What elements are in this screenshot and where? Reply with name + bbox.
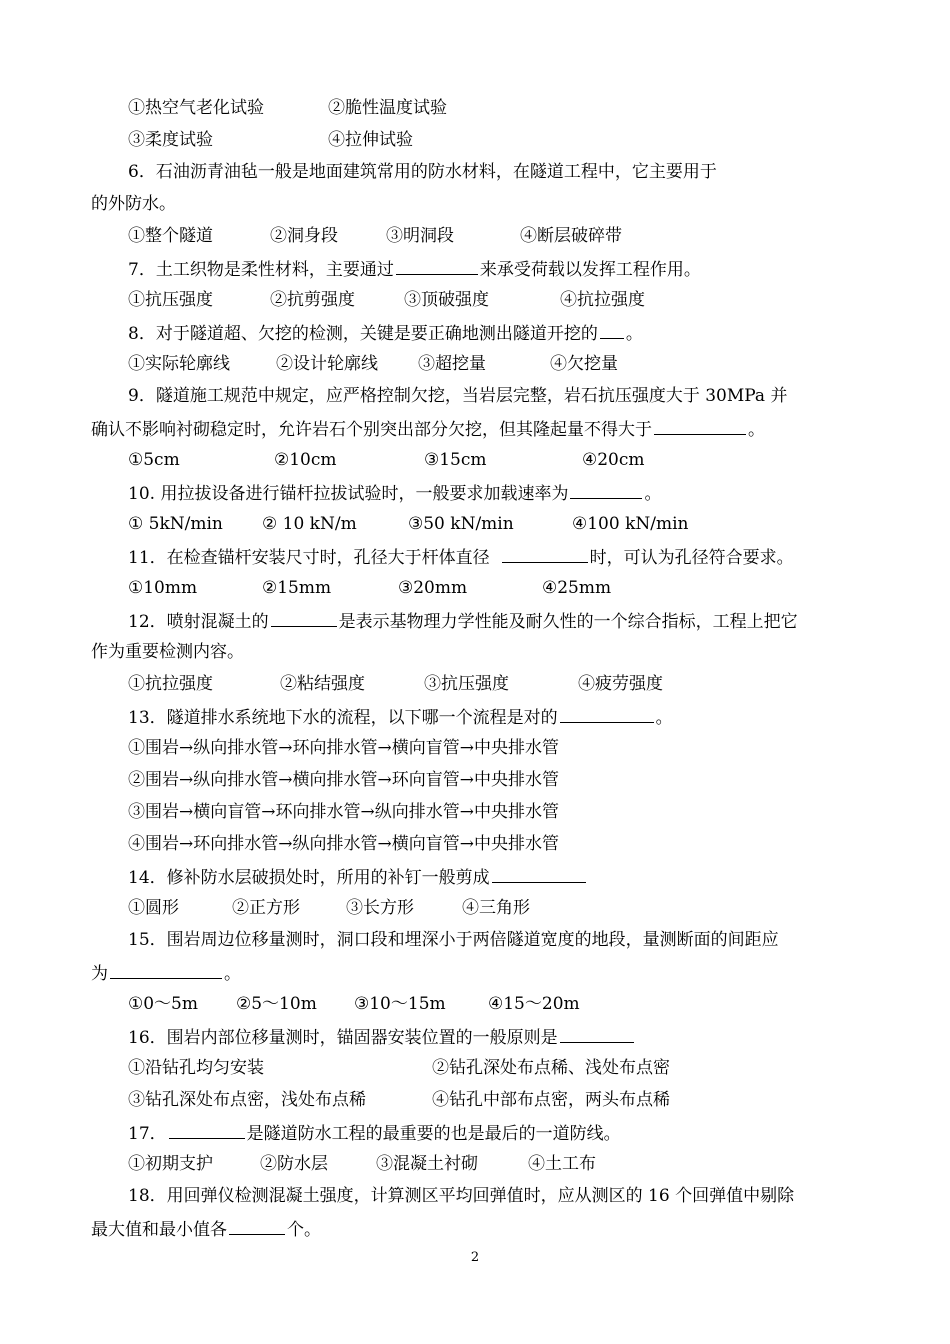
q14-option-3: ③长方形: [346, 898, 414, 918]
q18-answer-blank[interactable]: [229, 1216, 285, 1235]
q9-option-3: ③15cm: [424, 450, 487, 470]
q10-option-2: ② 10 kN/m: [262, 514, 357, 534]
q11-option-1: ①10mm: [128, 578, 198, 598]
q10-stem-before: 10. 用拉拔设备进行锚杆拉拔试验时，一般要求加载速率为: [128, 484, 569, 504]
q17-option-4: ④土工布: [528, 1154, 596, 1174]
q15-stem-before: 为: [91, 964, 108, 984]
q13-answer-blank[interactable]: [560, 704, 654, 723]
q12-option-3: ③抗压强度: [424, 674, 509, 694]
q10-answer-blank[interactable]: [570, 480, 642, 499]
q7-option-1: ①抗压强度: [128, 290, 213, 310]
q5-options-row1: [128, 96, 447, 120]
q13-stem-before: 13．隧道排水系统地下水的流程，以下哪一个流程是对的: [128, 708, 558, 728]
q12-option-2: ②粘结强度: [280, 674, 365, 694]
q9-option-1: ①5cm: [128, 450, 180, 470]
q13-option-4: ④围岩→环向排水管→纵向排水管→横向盲管→中央排水管: [128, 834, 559, 854]
q12-option-1: ①抗拉强度: [128, 674, 213, 694]
q14-stem: [128, 864, 588, 890]
q5-option-2: ②脆性温度试验: [328, 98, 447, 118]
q5-options-row2: [128, 128, 413, 152]
q14-option-2: ②正方形: [232, 898, 300, 918]
q8-answer-blank[interactable]: [600, 320, 624, 339]
q17-option-1: ①初期支护: [128, 1154, 213, 1174]
q7-option-2: ②抗剪强度: [270, 290, 355, 310]
q7-stem-after: 来承受荷载以发挥工程作用。: [479, 260, 701, 280]
q15-option-4: ④15～20m: [488, 994, 580, 1014]
q13-option-3: ③围岩→横向盲管→环向排水管→纵向排水管→中央排水管: [128, 802, 559, 822]
q10-option-1: ① 5kN/min: [128, 514, 223, 534]
q6-options: [128, 224, 622, 248]
q15-stem-line2: [91, 960, 241, 986]
q10-stem: [128, 480, 661, 506]
q14-answer-blank[interactable]: [492, 864, 586, 883]
page-number: 2: [470, 1250, 480, 1265]
q14-options: [128, 896, 530, 920]
q16-options-row1: [128, 1056, 670, 1080]
q11-option-2: ②15mm: [262, 578, 332, 598]
q17-stem-before: 17．: [128, 1124, 167, 1144]
q10-option-4: ④100 kN/min: [572, 514, 689, 534]
q5-option-3: ③柔度试验: [128, 130, 213, 150]
q7-stem-before: 7．土工织物是柔性材料，主要通过: [128, 260, 394, 280]
q7-answer-blank[interactable]: [396, 256, 478, 275]
q17-stem-after: 是隧道防水工程的最重要的也是最后的一道防线。: [246, 1124, 621, 1144]
q16-option-1: ①沿钻孔均匀安装: [128, 1058, 264, 1078]
q18-stem-after: 个。: [287, 1220, 321, 1240]
q15-stem-after: 。: [224, 964, 241, 984]
q7-stem: [128, 256, 701, 282]
q13-stem: [128, 704, 673, 730]
q9-stem-after: 。: [748, 420, 765, 440]
q6-stem-line1: 6．石油沥青油毡一般是地面建筑常用的防水材料，在隧道工程中，它主要用于: [128, 162, 717, 182]
q16-option-2: ②钻孔深处布点稀、浅处布点密: [432, 1058, 670, 1078]
q13-option-2: ②围岩→纵向排水管→横向排水管→环向盲管→中央排水管: [128, 770, 559, 790]
q11-stem: [128, 544, 794, 570]
q9-options: [128, 448, 645, 472]
q11-option-4: ④25mm: [542, 578, 612, 598]
q17-option-2: ②防水层: [260, 1154, 328, 1174]
q8-option-2: ②设计轮廓线: [276, 354, 378, 374]
q6-option-3: ③明洞段: [386, 226, 454, 246]
q16-stem-before: 16．围岩内部位移量测时，锚固器安装位置的一般原则是: [128, 1028, 558, 1048]
q16-answer-blank[interactable]: [560, 1024, 634, 1043]
q9-stem-before: 确认不影响衬砌稳定时，允许岩石个别突出部分欠挖，但其隆起量不得大于: [91, 420, 652, 440]
q5-option-4: ④拉伸试验: [328, 130, 413, 150]
q8-stem-after: 。: [625, 324, 643, 344]
q8-options: [128, 352, 618, 376]
q10-stem-after: 。: [644, 484, 662, 504]
q12-stem-before: 12．喷射混凝土的: [128, 612, 269, 632]
q15-options: [128, 992, 580, 1016]
q13-stem-after: 。: [655, 708, 673, 728]
q11-option-3: ③20mm: [398, 578, 468, 598]
q11-answer-blank[interactable]: [502, 544, 588, 563]
q11-stem-after: 时，可认为孔径符合要求。: [589, 548, 794, 568]
q12-options: [128, 672, 663, 696]
q17-stem: [128, 1120, 621, 1146]
q15-stem-line1: 15．围岩周边位移量测时，洞口段和埋深小于两倍隧道宽度的地段，量测断面的间距应: [128, 930, 779, 950]
q13-option-1: ①围岩→纵向排水管→环向排水管→横向盲管→中央排水管: [128, 738, 559, 758]
q11-stem-before: 11．在检查锚杆安装尺寸时，孔径大于杆体直径: [128, 548, 490, 568]
q14-option-4: ④三角形: [462, 898, 530, 918]
q8-stem-before: 8．对于隧道超、欠挖的检测，关键是要正确地测出隧道开挖的: [128, 324, 598, 344]
q12-option-4: ④疲劳强度: [578, 674, 663, 694]
q7-options: [128, 288, 645, 312]
q7-option-4: ④抗拉强度: [560, 290, 645, 310]
q6-option-2: ②洞身段: [270, 226, 338, 246]
q8-option-3: ③超挖量: [418, 354, 486, 374]
q8-stem: [128, 320, 643, 346]
q8-option-1: ①实际轮廓线: [128, 354, 230, 374]
q9-answer-blank[interactable]: [654, 416, 746, 435]
q12-stem-line1: [128, 608, 798, 634]
q8-option-4: ④欠挖量: [550, 354, 618, 374]
q16-options-row2: [128, 1088, 670, 1112]
q17-answer-blank[interactable]: [169, 1120, 245, 1139]
q17-options: [128, 1152, 596, 1176]
q9-option-2: ②10cm: [274, 450, 337, 470]
q7-option-3: ③顶破强度: [404, 290, 489, 310]
q11-options: [128, 576, 611, 600]
q12-stem-after: 是表示基物理力学性能及耐久性的一个综合指标，工程上把它: [338, 612, 798, 632]
q9-stem-line2: [91, 416, 765, 442]
q10-option-3: ③50 kN/min: [408, 514, 514, 534]
q18-stem-line1: 18．用回弹仪检测混凝土强度，计算测区平均回弹值时，应从测区的 16 个回弹值中剔除: [128, 1186, 795, 1206]
q6-option-4: ④断层破碎带: [520, 226, 622, 246]
q14-stem-before: 14．修补防水层破损处时，所用的补钉一般剪成: [128, 868, 490, 888]
q5-option-1: ①热空气老化试验: [128, 98, 264, 118]
q12-answer-blank[interactable]: [271, 608, 337, 627]
q9-option-4: ④20cm: [582, 450, 645, 470]
q14-option-1: ①圆形: [128, 898, 179, 918]
q16-option-4: ④钻孔中部布点密，两头布点稀: [432, 1090, 670, 1110]
q15-answer-blank[interactable]: [110, 960, 222, 979]
q18-stem-before: 最大值和最小值各: [91, 1220, 227, 1240]
q16-stem: [128, 1024, 636, 1050]
q15-option-2: ②5～10m: [236, 994, 317, 1014]
q15-option-3: ③10～15m: [354, 994, 446, 1014]
q18-stem-line2: [91, 1216, 321, 1242]
q12-stem-line2: 作为重要检测内容。: [91, 642, 244, 662]
q6-option-1: ①整个隧道: [128, 226, 213, 246]
q9-stem-line1: 9．隧道施工规范中规定，应严格控制欠挖，当岩层完整，岩石抗压强度大于 30MPa 并: [128, 386, 788, 406]
q16-option-3: ③钻孔深处布点密，浅处布点稀: [128, 1090, 366, 1110]
q10-options: [128, 512, 689, 536]
q6-stem-line2: 的外防水。: [91, 194, 176, 214]
q17-option-3: ③混凝土衬砌: [376, 1154, 478, 1174]
q15-option-1: ①0～5m: [128, 994, 198, 1014]
